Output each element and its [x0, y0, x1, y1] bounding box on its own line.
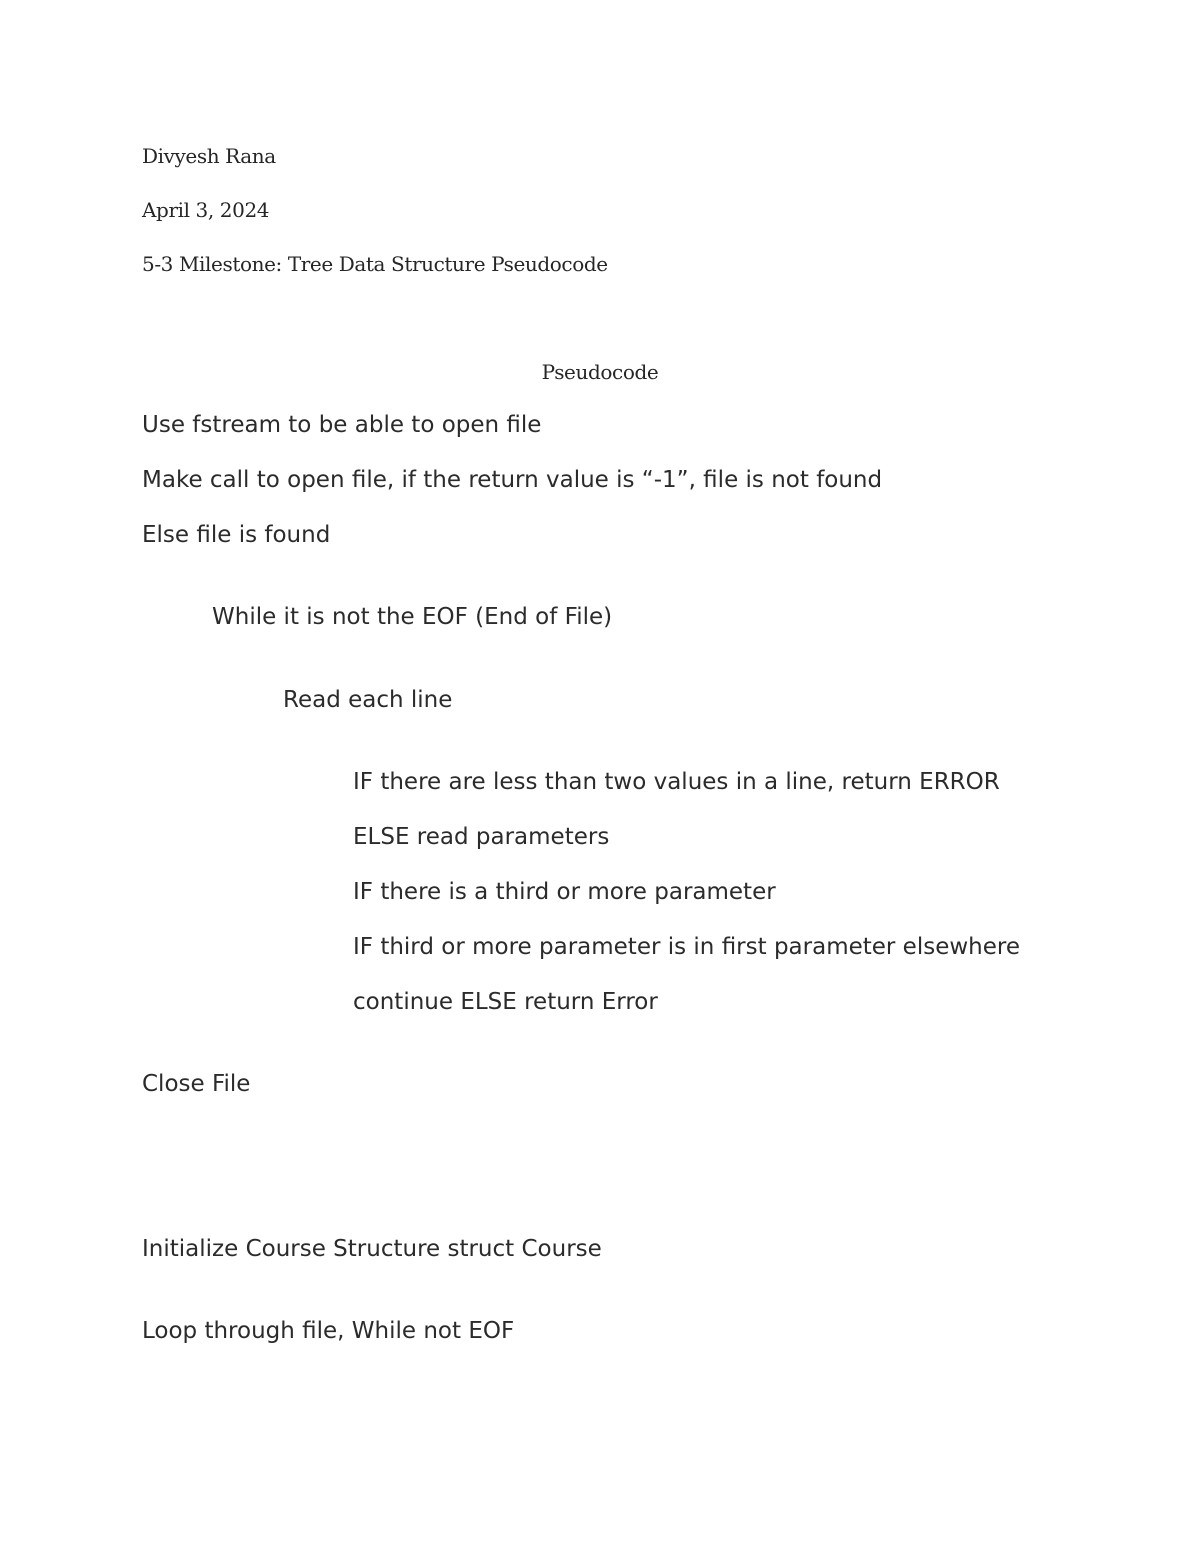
pseudocode-line: Make call to open file, if the return value is “-1”, file is not found: [142, 467, 883, 493]
section-title: Pseudocode: [541, 360, 659, 384]
pseudocode-line: continue ELSE return Error: [353, 989, 658, 1015]
pseudocode-line: IF there are less than two values in a line, return ERROR: [353, 769, 1000, 795]
pseudocode-line: While it is not the EOF (End of File): [212, 604, 613, 630]
pseudocode-line: Loop through file, While not EOF: [142, 1318, 515, 1344]
pseudocode-line: Read each line: [283, 687, 453, 713]
pseudocode-line: Close File: [142, 1071, 251, 1097]
pseudocode-line: ELSE read parameters: [353, 824, 610, 850]
pseudocode-line: Initialize Course Structure struct Course: [142, 1236, 602, 1262]
assignment-title: 5-3 Milestone: Tree Data Structure Pseudocode: [142, 252, 608, 276]
pseudocode-line: IF third or more parameter is in first parameter elsewhere: [353, 934, 1020, 960]
document-date: April 3, 2024: [142, 198, 270, 222]
pseudocode-line: IF there is a third or more parameter: [353, 879, 776, 905]
author-name: Divyesh Rana: [142, 144, 276, 168]
pseudocode-line: Else file is found: [142, 522, 331, 548]
pseudocode-line: Use fstream to be able to open file: [142, 412, 542, 438]
